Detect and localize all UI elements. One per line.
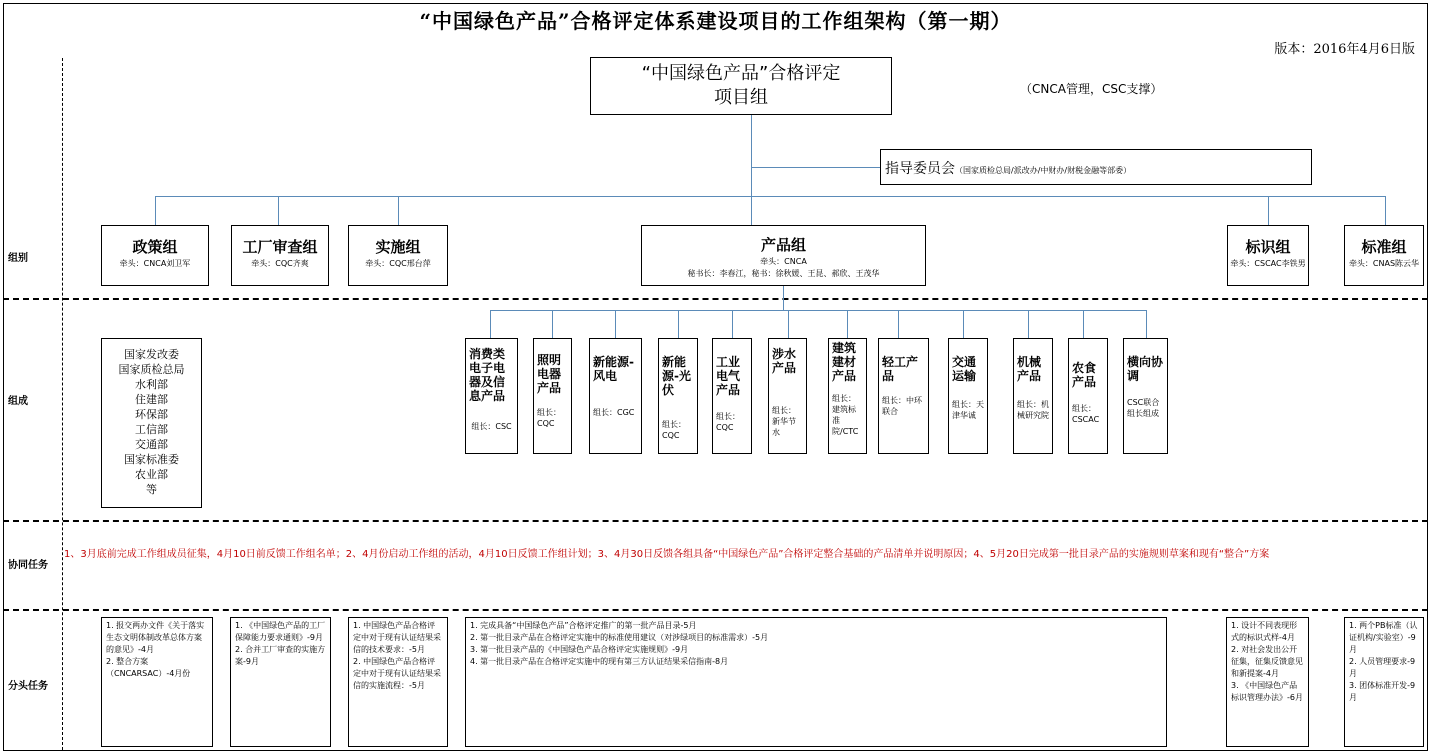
policy-member: 国家标准委 (124, 453, 179, 466)
task-item: 1. 设计不同表现形式的标识式样-4月 (1231, 621, 1298, 642)
group-policy (101, 225, 209, 286)
project-group-box (590, 57, 892, 115)
row-separator-3 (3, 609, 1428, 611)
subgroup-lead: 组长：天津华诚 (952, 400, 984, 420)
project-group-line1: “中国绿色产品”合格评定 (641, 63, 841, 84)
policy-member: 水利部 (135, 378, 168, 391)
subgroup-name: 横向协调 (1127, 355, 1164, 383)
group-policy-lead: 牵头：CNCA刘卫军 (119, 259, 191, 268)
subgroup-name: 消费类电子电器及信息产品 (469, 347, 506, 403)
task-item: 1. 《中国绿色产品的工厂保障能力要求通则》-9月 (235, 621, 326, 642)
project-note: （CNCA管理，CSC支撑） (1020, 82, 1163, 96)
steering-committee-box (880, 149, 1312, 185)
connector-subgroup-drop (963, 310, 964, 338)
policy-member: 住建部 (135, 393, 168, 406)
policy-member: 交通部 (135, 438, 168, 451)
subgroup-name: 建筑建材产品 (832, 341, 857, 383)
policy-members-box (101, 338, 202, 508)
connector-subgroup-drop (732, 310, 733, 338)
connector-groups-horizontal (155, 196, 1385, 197)
task-item: 3. 《中国绿色产品标识管理办法》-6月 (1231, 681, 1303, 702)
task-item: 3. 团体标准开发-9月 (1349, 681, 1416, 702)
row-label-coordination: 协同任务 (8, 560, 48, 571)
project-group-line2: 项目组 (714, 87, 768, 108)
connector-main-vertical (751, 115, 752, 225)
task-item: 2. 中国绿色产品合格评定中对于现有认证结果采信的实施流程：-5月 (353, 657, 441, 690)
connector-product-down (783, 286, 784, 310)
subgroup-lead: 组长：建筑标准院/CTC (832, 394, 859, 436)
group-product (641, 225, 926, 286)
connector-subgroup-drop (1146, 310, 1147, 338)
subgroup-agri-food (1068, 338, 1108, 454)
subgroup-name: 轻工产品 (882, 355, 919, 383)
group-factory (231, 225, 329, 286)
subgroup-lead: CSC联合组长组成 (1127, 398, 1160, 418)
task-item: 2. 人员管理要求-9月 (1349, 657, 1416, 678)
subgroup-industrial (712, 338, 752, 454)
subgroup-name: 新能源-风电 (593, 355, 634, 383)
subgroup-lead: 组长：中环联合 (882, 396, 922, 416)
task-item: 1. 报交两办文件《关于落实生态文明体制改革总体方案的意见》-4月 (106, 621, 205, 654)
group-standard (1344, 225, 1424, 286)
subgroup-name: 新能源-光伏 (662, 355, 691, 397)
group-label (1227, 225, 1309, 286)
subgroup-wind (589, 338, 642, 454)
connector-group-factory (278, 196, 279, 225)
task-item: 2. 第一批目录产品在合格评定实施中的标准使用建议（对涉绿项目的标准需求）-5月 (470, 633, 769, 642)
connector-subgroup-drop (678, 310, 679, 338)
group-implementation (348, 225, 448, 286)
task-box-policy (101, 617, 213, 747)
connector-subgroup-drop (552, 310, 553, 338)
task-box-factory (230, 617, 331, 747)
policy-member: 等 (146, 483, 157, 496)
group-implementation-name: 实施组 (375, 238, 421, 256)
subgroup-name: 交通运输 (952, 355, 977, 383)
subgroup-lead: 组长：CQC (662, 420, 686, 440)
task-item: 1. 中国绿色产品合格评定中对于现有认证结果采信的技术要求：-5月 (353, 621, 441, 654)
steering-committee-members: （国家质检总局/派改办/中财办/财税金融等部委） (955, 166, 1132, 175)
connector-group-standard (1385, 196, 1386, 225)
subgroup-lead: 组长：CQC (716, 412, 740, 432)
connector-subgroup-drop (847, 310, 848, 338)
steering-committee-name: 指导委员会 (885, 161, 955, 177)
group-factory-name: 工厂审查组 (242, 238, 318, 256)
connector-subgroup-drop (898, 310, 899, 338)
subgroup-lead: 组长：CSC (471, 422, 512, 431)
group-implementation-lead: 牵头：CQC邢台萍 (365, 259, 431, 268)
group-label-lead: 牵头：CSCAC李铁男 (1230, 259, 1306, 268)
group-label-name: 标识组 (1245, 238, 1291, 256)
group-product-name: 产品组 (760, 236, 806, 254)
connector-subgroups-horizontal (490, 310, 1146, 311)
subgroup-machinery (1013, 338, 1053, 454)
group-policy-name: 政策组 (132, 238, 178, 256)
subgroup-name: 涉水产品 (772, 347, 797, 375)
policy-member: 环保部 (135, 408, 168, 421)
connector-subgroup-drop (1028, 310, 1029, 338)
subgroup-solar (658, 338, 698, 454)
group-standard-lead: 牵头：CNAS陈云华 (1348, 259, 1420, 268)
connector-group-policy (155, 196, 156, 225)
policy-member: 国家发改委 (124, 348, 179, 361)
row-label-divider (62, 58, 63, 750)
connector-subgroup-drop (1083, 310, 1084, 338)
task-item: 2. 对社会发出公开征集，征集反馈意见和新提案-4月 (1231, 645, 1303, 678)
task-item: 1. 两个PB标准（认证机构/实验室）-9月 (1349, 621, 1418, 654)
task-box-label (1226, 617, 1309, 747)
subgroup-lead: 组长：新华节水 (772, 406, 796, 437)
subgroup-electronics (465, 338, 518, 454)
subgroup-lead: 组长：机械研究院 (1017, 400, 1049, 420)
task-box-standard (1344, 617, 1424, 747)
task-item: 1. 完成具备“中国绿色产品”合格评定推广的第一批产品目录-5月 (470, 621, 697, 630)
policy-member: 工信部 (135, 423, 168, 436)
task-box-product (465, 617, 1167, 747)
subgroup-horizontal-coord (1123, 338, 1168, 454)
connector-subgroup-drop (615, 310, 616, 338)
task-item: 3. 第一批目录产品的《中国绿色产品合格评定实施规则》-9月 (470, 645, 689, 654)
subgroup-lead: 组长：CQC (537, 408, 561, 428)
subgroup-transport (948, 338, 988, 454)
task-item: 4. 第一批目录产品在合格评定实施中的现有第三方认证结果采信指南-8月 (470, 657, 729, 666)
task-item: 2. 合并工厂审查的实施方案-9月 (235, 645, 326, 666)
task-box-implementation (348, 617, 448, 747)
connector-subgroup-drop (490, 310, 491, 338)
row-separator-1 (3, 298, 1428, 300)
connector-subgroup-drop (788, 310, 789, 338)
subgroup-water (768, 338, 807, 454)
page-title: “中国绿色产品”合格评定体系建设项目的工作组架构（第一期） (419, 9, 1012, 33)
subgroup-lead: 组长：CSCAC (1072, 404, 1100, 424)
subgroup-light-industry (878, 338, 929, 454)
group-product-lead: 牵头：CNCA (760, 257, 807, 266)
connector-steering (751, 167, 880, 168)
connector-group-implementation (398, 196, 399, 225)
row-separator-2 (3, 520, 1428, 522)
row-label-group: 组别 (8, 253, 28, 264)
subgroup-lead: 组长：CGC (593, 408, 635, 417)
group-standard-name: 标准组 (1361, 238, 1407, 256)
row-label-composition: 组成 (8, 396, 28, 407)
subgroup-name: 照明电器产品 (537, 353, 562, 395)
coordination-text: 1、3月底前完成工作组成员征集，4月10日前反馈工作组名单；2、4月份启动工作组的活动，4月10日反馈工作组计划；3、4月30日反馈各组具备“中国绿色产品”合格评定整合基础的产品清单并说明原因；4、5月20日完成第一批目录产品的实施规则草案和现有“整合”方案 (64, 549, 1270, 560)
subgroup-name: 工业电气产品 (716, 355, 741, 397)
subgroup-name: 农食产品 (1072, 361, 1097, 389)
task-item: 2. 整合方案（CNCARSAC）-4月份 (106, 657, 191, 678)
subgroup-building (828, 338, 867, 454)
policy-member: 农业部 (135, 468, 168, 481)
group-factory-lead: 牵头：CQC齐爽 (251, 259, 309, 268)
version-label: 版本：2016年4月6日版 (1274, 42, 1415, 57)
policy-member: 国家质检总局 (118, 363, 185, 376)
subgroup-lighting (533, 338, 572, 454)
connector-group-label (1268, 196, 1269, 225)
subgroup-name: 机械产品 (1017, 355, 1042, 383)
row-label-tasks: 分头任务 (8, 681, 48, 692)
group-product-secretary: 秘书长：李春江，秘书：徐秋媛、王昆、郝欣、王茂华 (687, 269, 880, 278)
